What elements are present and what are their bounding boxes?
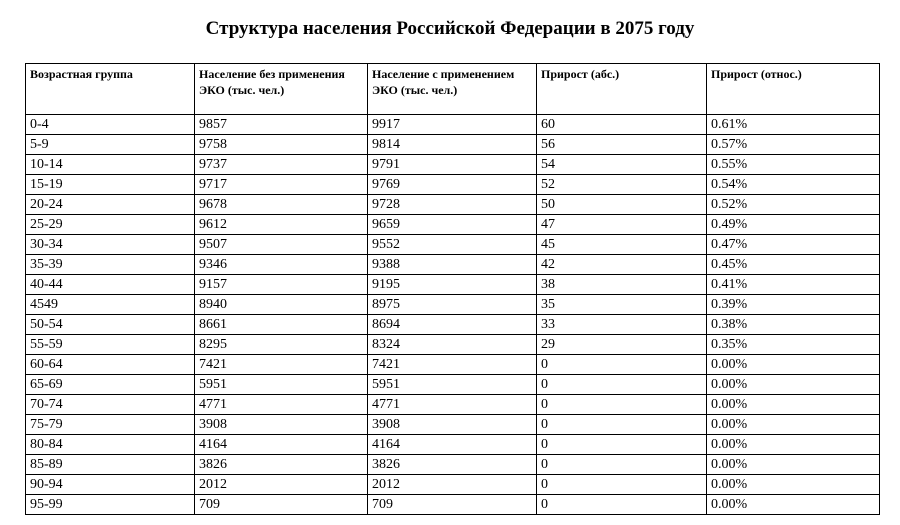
cell-population-with-ivf: 709 xyxy=(368,495,537,515)
cell-population-without-ivf: 5951 xyxy=(195,375,368,395)
cell-population-without-ivf: 9612 xyxy=(195,215,368,235)
cell-growth-relative: 0.00% xyxy=(707,495,880,515)
cell-age-group: 30-34 xyxy=(26,235,195,255)
cell-population-without-ivf: 9857 xyxy=(195,115,368,135)
table-row xyxy=(26,395,880,415)
cell-age-group: 75-79 xyxy=(26,415,195,435)
cell-population-with-ivf: 9814 xyxy=(368,135,537,155)
cell-growth-relative: 0.55% xyxy=(707,155,880,175)
cell-age-group: 65-69 xyxy=(26,375,195,395)
cell-growth-relative: 0.00% xyxy=(707,455,880,475)
cell-population-without-ivf: 9758 xyxy=(195,135,368,155)
cell-population-with-ivf: 2012 xyxy=(368,475,537,495)
cell-growth-relative: 0.52% xyxy=(707,195,880,215)
cell-population-with-ivf: 9195 xyxy=(368,275,537,295)
cell-growth-absolute: 29 xyxy=(537,335,707,355)
cell-age-group: 4549 xyxy=(26,295,195,315)
cell-growth-absolute: 42 xyxy=(537,255,707,275)
cell-growth-absolute: 56 xyxy=(537,135,707,155)
cell-population-without-ivf: 9507 xyxy=(195,235,368,255)
table-row xyxy=(26,375,880,395)
header-growth-relative: Прирост (относ.) xyxy=(707,64,880,115)
cell-growth-relative: 0.54% xyxy=(707,175,880,195)
header-population-with-ivf: Население с применением ЭКО (тыс. чел.) xyxy=(368,64,537,115)
cell-growth-relative: 0.38% xyxy=(707,315,880,335)
cell-age-group: 25-29 xyxy=(26,215,195,235)
cell-age-group: 90-94 xyxy=(26,475,195,495)
cell-growth-absolute: 35 xyxy=(537,295,707,315)
cell-population-with-ivf: 8694 xyxy=(368,315,537,335)
cell-growth-absolute: 52 xyxy=(537,175,707,195)
header-growth-absolute: Прирост (абс.) xyxy=(537,64,707,115)
cell-age-group: 60-64 xyxy=(26,355,195,375)
table-row xyxy=(26,115,880,135)
table-row xyxy=(26,175,880,195)
table-row xyxy=(26,355,880,375)
cell-population-with-ivf: 9388 xyxy=(368,255,537,275)
cell-population-without-ivf: 3826 xyxy=(195,455,368,475)
cell-age-group: 40-44 xyxy=(26,275,195,295)
cell-population-with-ivf: 7421 xyxy=(368,355,537,375)
cell-population-without-ivf: 8295 xyxy=(195,335,368,355)
cell-age-group: 80-84 xyxy=(26,435,195,455)
cell-age-group: 70-74 xyxy=(26,395,195,415)
document-title: Структура населения Российской Федерации в 2075 году xyxy=(205,18,695,39)
cell-growth-relative: 0.47% xyxy=(707,235,880,255)
cell-population-with-ivf: 8975 xyxy=(368,295,537,315)
table-row xyxy=(26,295,880,315)
cell-population-with-ivf: 8324 xyxy=(368,335,537,355)
cell-growth-relative: 0.00% xyxy=(707,395,880,415)
cell-age-group: 20-24 xyxy=(26,195,195,215)
cell-growth-absolute: 0 xyxy=(537,355,707,375)
header-age-group: Возрастная группа xyxy=(26,64,195,115)
cell-population-with-ivf: 4164 xyxy=(368,435,537,455)
cell-population-with-ivf: 9552 xyxy=(368,235,537,255)
table-row xyxy=(26,195,880,215)
table-row xyxy=(26,415,880,435)
population-table xyxy=(25,63,880,515)
table-row xyxy=(26,255,880,275)
cell-population-without-ivf: 9157 xyxy=(195,275,368,295)
cell-population-without-ivf: 9717 xyxy=(195,175,368,195)
cell-growth-absolute: 0 xyxy=(537,435,707,455)
cell-growth-absolute: 47 xyxy=(537,215,707,235)
table-row xyxy=(26,135,880,155)
table-row xyxy=(26,215,880,235)
cell-population-without-ivf: 9346 xyxy=(195,255,368,275)
table-header-row xyxy=(26,64,880,115)
cell-population-with-ivf: 9659 xyxy=(368,215,537,235)
cell-population-with-ivf: 3908 xyxy=(368,415,537,435)
cell-growth-absolute: 45 xyxy=(537,235,707,255)
table-row xyxy=(26,435,880,455)
cell-population-without-ivf: 9737 xyxy=(195,155,368,175)
cell-population-without-ivf: 4771 xyxy=(195,395,368,415)
table-row xyxy=(26,455,880,475)
cell-age-group: 95-99 xyxy=(26,495,195,515)
cell-age-group: 5-9 xyxy=(26,135,195,155)
cell-population-without-ivf: 2012 xyxy=(195,475,368,495)
cell-growth-relative: 0.39% xyxy=(707,295,880,315)
cell-growth-relative: 0.57% xyxy=(707,135,880,155)
cell-population-with-ivf: 5951 xyxy=(368,375,537,395)
cell-population-with-ivf: 9769 xyxy=(368,175,537,195)
cell-age-group: 85-89 xyxy=(26,455,195,475)
cell-growth-relative: 0.49% xyxy=(707,215,880,235)
cell-growth-absolute: 0 xyxy=(537,475,707,495)
table-row xyxy=(26,155,880,175)
header-population-without-ivf: Население без применения ЭКО (тыс. чел.) xyxy=(195,64,368,115)
cell-growth-relative: 0.35% xyxy=(707,335,880,355)
cell-growth-absolute: 0 xyxy=(537,375,707,395)
cell-growth-absolute: 0 xyxy=(537,455,707,475)
cell-population-without-ivf: 8661 xyxy=(195,315,368,335)
table-row xyxy=(26,235,880,255)
cell-growth-absolute: 33 xyxy=(537,315,707,335)
table-row xyxy=(26,475,880,495)
cell-age-group: 55-59 xyxy=(26,335,195,355)
cell-age-group: 15-19 xyxy=(26,175,195,195)
cell-growth-absolute: 0 xyxy=(537,495,707,515)
table-row xyxy=(26,315,880,335)
cell-age-group: 50-54 xyxy=(26,315,195,335)
cell-population-with-ivf: 9728 xyxy=(368,195,537,215)
cell-growth-relative: 0.00% xyxy=(707,375,880,395)
cell-growth-relative: 0.41% xyxy=(707,275,880,295)
cell-population-without-ivf: 8940 xyxy=(195,295,368,315)
cell-population-without-ivf: 9678 xyxy=(195,195,368,215)
cell-growth-absolute: 60 xyxy=(537,115,707,135)
cell-growth-absolute: 38 xyxy=(537,275,707,295)
cell-population-without-ivf: 4164 xyxy=(195,435,368,455)
cell-population-without-ivf: 7421 xyxy=(195,355,368,375)
table-row xyxy=(26,275,880,295)
cell-age-group: 0-4 xyxy=(26,115,195,135)
cell-growth-absolute: 50 xyxy=(537,195,707,215)
cell-growth-relative: 0.61% xyxy=(707,115,880,135)
cell-growth-absolute: 0 xyxy=(537,395,707,415)
cell-growth-relative: 0.00% xyxy=(707,475,880,495)
cell-population-with-ivf: 4771 xyxy=(368,395,537,415)
cell-population-without-ivf: 709 xyxy=(195,495,368,515)
cell-population-without-ivf: 3908 xyxy=(195,415,368,435)
cell-population-with-ivf: 3826 xyxy=(368,455,537,475)
cell-growth-relative: 0.45% xyxy=(707,255,880,275)
table-body xyxy=(26,115,880,515)
table-row xyxy=(26,495,880,515)
cell-growth-relative: 0.00% xyxy=(707,355,880,375)
cell-growth-absolute: 54 xyxy=(537,155,707,175)
cell-population-with-ivf: 9791 xyxy=(368,155,537,175)
cell-age-group: 10-14 xyxy=(26,155,195,175)
cell-growth-relative: 0.00% xyxy=(707,415,880,435)
cell-age-group: 35-39 xyxy=(26,255,195,275)
cell-population-with-ivf: 9917 xyxy=(368,115,537,135)
cell-growth-relative: 0.00% xyxy=(707,435,880,455)
table-row xyxy=(26,335,880,355)
cell-growth-absolute: 0 xyxy=(537,415,707,435)
